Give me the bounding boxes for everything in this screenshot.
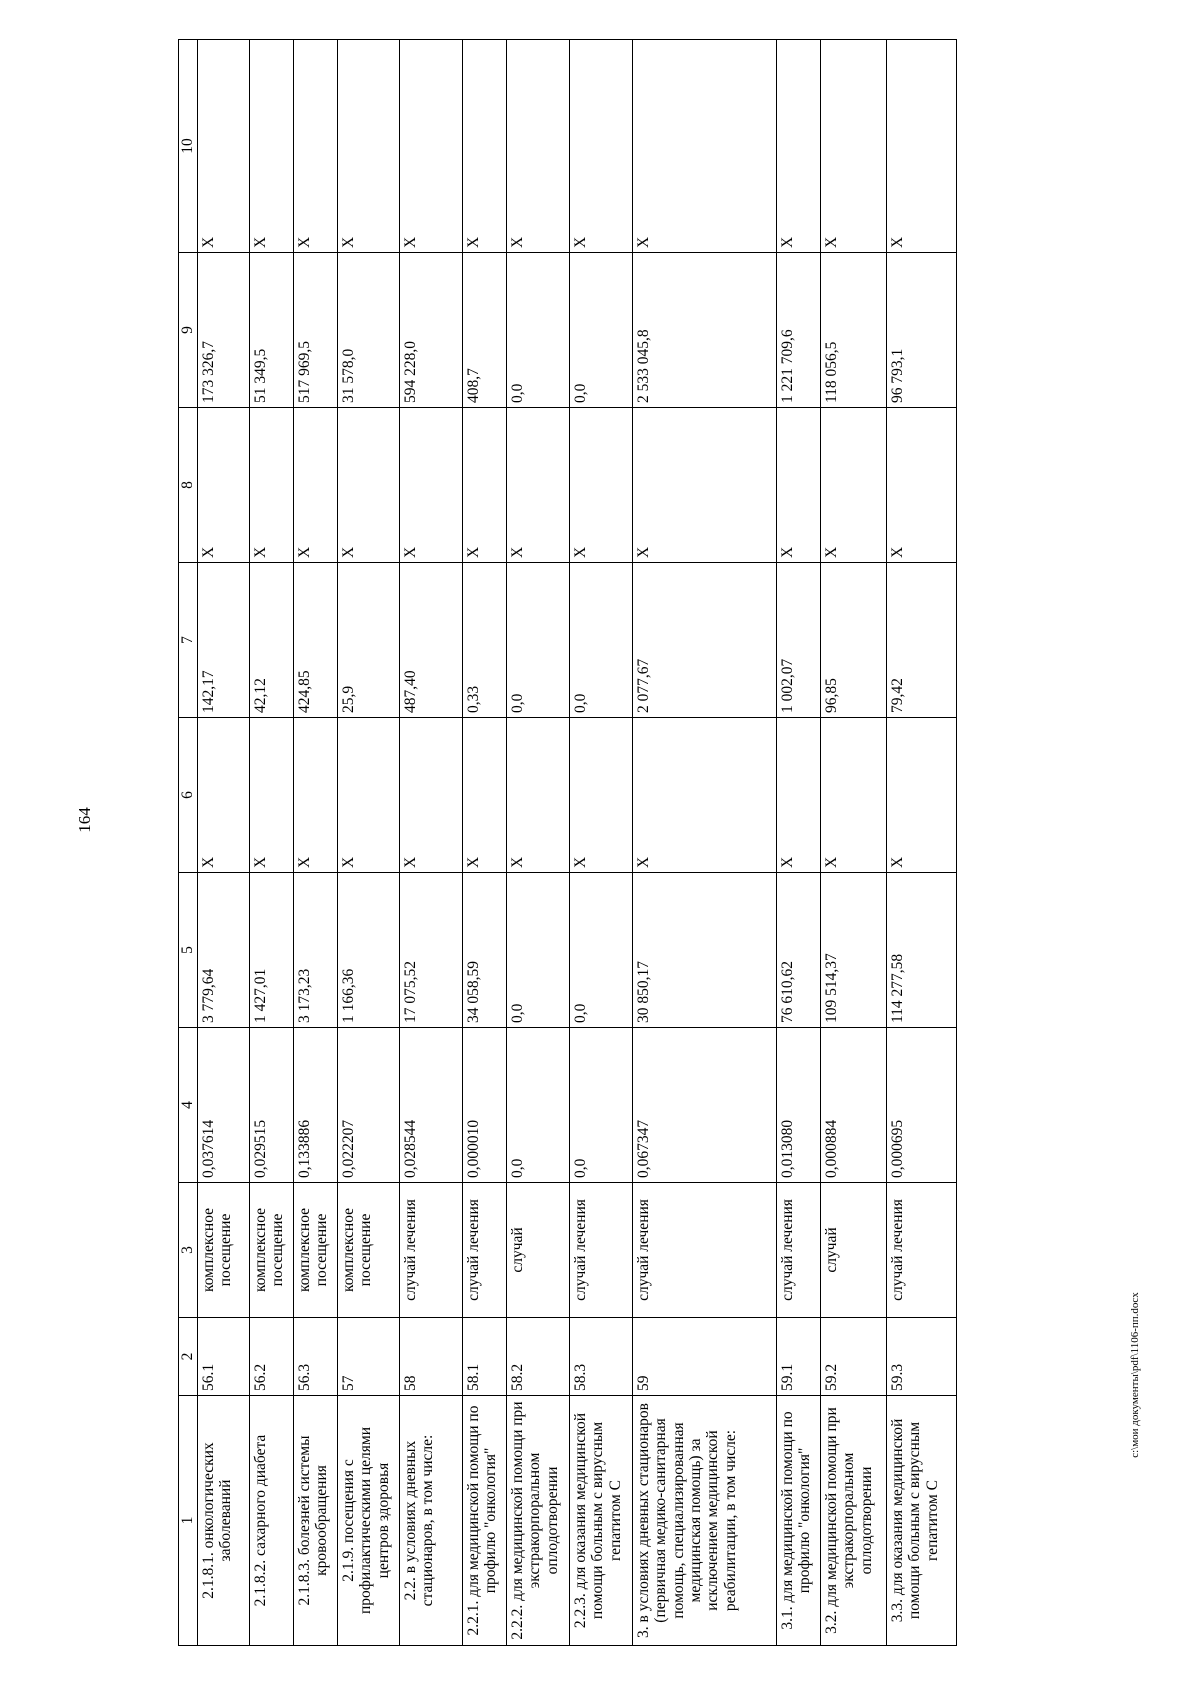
value-cell: Х xyxy=(250,408,294,563)
value-cell: 487,40 xyxy=(400,563,463,718)
value-cell: 0,013080 xyxy=(777,1028,821,1183)
row-name: 2.1.8.2. сахарного диабета xyxy=(250,1396,294,1646)
table-row xyxy=(250,40,294,1646)
value-cell: 408,7 xyxy=(463,253,507,408)
header-row xyxy=(179,40,198,1646)
value-cell: Х xyxy=(633,408,777,563)
value-cell: 142,17 xyxy=(198,563,250,718)
row-name: 2.2.3. для оказания медицинской помощи больным с вирусным гепатитом С xyxy=(570,1396,633,1646)
value-cell: Х xyxy=(338,40,400,253)
unit-cell: комплексное посещение xyxy=(250,1183,294,1318)
value-cell: 3 779,64 xyxy=(198,873,250,1028)
value-cell: 2 533 045,8 xyxy=(633,253,777,408)
rotated-table-frame xyxy=(178,40,1020,1646)
value-cell: Х xyxy=(294,408,338,563)
value-cell: Х xyxy=(463,40,507,253)
unit-cell: случай лечения xyxy=(633,1183,777,1318)
value-cell: Х xyxy=(400,40,463,253)
value-cell: 3 173,23 xyxy=(294,873,338,1028)
column-header: 4 xyxy=(179,1028,198,1183)
table-row xyxy=(570,40,633,1646)
value-cell: Х xyxy=(633,40,777,253)
value-cell: Х xyxy=(821,718,887,873)
value-cell: 118 056,5 xyxy=(821,253,887,408)
value-cell: 0,0 xyxy=(507,563,570,718)
unit-cell: случай xyxy=(507,1183,570,1318)
value-cell: 42,12 xyxy=(250,563,294,718)
value-cell: 96 793,1 xyxy=(887,253,957,408)
value-cell: 594 228,0 xyxy=(400,253,463,408)
row-code: 59.3 xyxy=(887,1318,957,1396)
value-cell: Х xyxy=(887,408,957,563)
value-cell: 0,0 xyxy=(507,1028,570,1183)
value-cell: Х xyxy=(198,408,250,563)
value-cell: 31 578,0 xyxy=(338,253,400,408)
value-cell: 51 349,5 xyxy=(250,253,294,408)
column-header: 9 xyxy=(179,253,198,408)
row-code: 58.3 xyxy=(570,1318,633,1396)
value-cell: 424,85 xyxy=(294,563,338,718)
row-code: 58.1 xyxy=(463,1318,507,1396)
table-container xyxy=(178,40,1020,1646)
value-cell: Х xyxy=(338,408,400,563)
row-code: 56.2 xyxy=(250,1318,294,1396)
value-cell: Х xyxy=(777,408,821,563)
value-cell: 17 075,52 xyxy=(400,873,463,1028)
table-row xyxy=(198,40,250,1646)
value-cell: 0,0 xyxy=(507,873,570,1028)
value-cell: 79,42 xyxy=(887,563,957,718)
row-code: 59.2 xyxy=(821,1318,887,1396)
value-cell: 517 969,5 xyxy=(294,253,338,408)
row-code: 58 xyxy=(400,1318,463,1396)
column-header: 7 xyxy=(179,563,198,718)
value-cell: Х xyxy=(633,718,777,873)
value-cell: 0,0 xyxy=(570,563,633,718)
value-cell: Х xyxy=(821,408,887,563)
row-code: 57 xyxy=(338,1318,400,1396)
unit-cell: случай xyxy=(821,1183,887,1318)
table-row xyxy=(507,40,570,1646)
table-row xyxy=(777,40,821,1646)
column-header: 1 xyxy=(179,1396,198,1646)
value-cell: Х xyxy=(198,718,250,873)
value-cell: 0,029515 xyxy=(250,1028,294,1183)
value-cell: Х xyxy=(777,40,821,253)
row-code: 56.1 xyxy=(198,1318,250,1396)
value-cell: 1 002,07 xyxy=(777,563,821,718)
value-cell: Х xyxy=(463,408,507,563)
unit-cell: случай лечения xyxy=(570,1183,633,1318)
value-cell: 25,9 xyxy=(338,563,400,718)
footer-file-path: c:\мои документы\pdf\1106-пп.docx xyxy=(1129,1292,1141,1458)
value-cell: Х xyxy=(821,40,887,253)
row-name: 3. в условиях дневных стационаров (первичная медико-санитарная помощь, специализированная медицинская помощь) за исключением медицинской реабилитации, в том числе: xyxy=(633,1396,777,1646)
unit-cell: комплексное посещение xyxy=(294,1183,338,1318)
column-header: 2 xyxy=(179,1318,198,1396)
table-row xyxy=(887,40,957,1646)
row-name: 2.1.9. посещения с профилактическими целями центров здоровья xyxy=(338,1396,400,1646)
row-name: 2.2. в условиях дневных стационаров, в том числе: xyxy=(400,1396,463,1646)
value-cell: 109 514,37 xyxy=(821,873,887,1028)
value-cell: Х xyxy=(570,408,633,563)
value-cell: Х xyxy=(887,40,957,253)
value-cell: 0,133886 xyxy=(294,1028,338,1183)
value-cell: Х xyxy=(294,40,338,253)
data-table xyxy=(178,39,957,1646)
table-row xyxy=(821,40,887,1646)
unit-cell: случай лечения xyxy=(887,1183,957,1318)
value-cell: 34 058,59 xyxy=(463,873,507,1028)
value-cell: Х xyxy=(250,40,294,253)
value-cell: Х xyxy=(507,40,570,253)
value-cell: 0,000695 xyxy=(887,1028,957,1183)
row-name: 2.1.8.3. болезней системы кровообращения xyxy=(294,1396,338,1646)
value-cell: Х xyxy=(507,408,570,563)
value-cell: 0,33 xyxy=(463,563,507,718)
value-cell: Х xyxy=(400,408,463,563)
value-cell: 0,000010 xyxy=(463,1028,507,1183)
value-cell: Х xyxy=(570,40,633,253)
value-cell: 0,037614 xyxy=(198,1028,250,1183)
value-cell: 0,0 xyxy=(507,253,570,408)
table-row xyxy=(294,40,338,1646)
unit-cell: комплексное посещение xyxy=(338,1183,400,1318)
value-cell: Х xyxy=(777,718,821,873)
value-cell: Х xyxy=(887,718,957,873)
row-code: 59 xyxy=(633,1318,777,1396)
value-cell: 30 850,17 xyxy=(633,873,777,1028)
value-cell: 0,0 xyxy=(570,253,633,408)
unit-cell: случай лечения xyxy=(463,1183,507,1318)
row-name: 3.2. для медицинской помощи при экстракорпоральном оплодотворении xyxy=(821,1396,887,1646)
row-name: 2.2.2. для медицинской помощи при экстракорпоральном оплодотворении xyxy=(507,1396,570,1646)
column-header: 10 xyxy=(179,40,198,253)
value-cell: Х xyxy=(198,40,250,253)
value-cell: 1 427,01 xyxy=(250,873,294,1028)
row-code: 59.1 xyxy=(777,1318,821,1396)
column-header: 3 xyxy=(179,1183,198,1318)
table-row xyxy=(400,40,463,1646)
value-cell: 0,022207 xyxy=(338,1028,400,1183)
value-cell: 0,067347 xyxy=(633,1028,777,1183)
table-row xyxy=(633,40,777,1646)
table-row xyxy=(463,40,507,1646)
value-cell: 114 277,58 xyxy=(887,873,957,1028)
row-name: 3.1. для медицинской помощи по профилю "онкология" xyxy=(777,1396,821,1646)
value-cell: 173 326,7 xyxy=(198,253,250,408)
value-cell: 96,85 xyxy=(821,563,887,718)
value-cell: 0,028544 xyxy=(400,1028,463,1183)
column-header: 5 xyxy=(179,873,198,1028)
unit-cell: комплексное посещение xyxy=(198,1183,250,1318)
row-code: 58.2 xyxy=(507,1318,570,1396)
page-number: 164 xyxy=(75,807,94,833)
value-cell: 1 221 709,6 xyxy=(777,253,821,408)
row-name: 2.2.1. для медицинской помощи по профилю "онкология" xyxy=(463,1396,507,1646)
row-code: 56.3 xyxy=(294,1318,338,1396)
table-row xyxy=(338,40,400,1646)
value-cell: Х xyxy=(294,718,338,873)
column-header: 8 xyxy=(179,408,198,563)
value-cell: 76 610,62 xyxy=(777,873,821,1028)
value-cell: 0,0 xyxy=(570,1028,633,1183)
column-header: 6 xyxy=(179,718,198,873)
value-cell: 0,0 xyxy=(570,873,633,1028)
value-cell: Х xyxy=(570,718,633,873)
value-cell: Х xyxy=(463,718,507,873)
unit-cell: случай лечения xyxy=(777,1183,821,1318)
value-cell: Х xyxy=(400,718,463,873)
unit-cell: случай лечения xyxy=(400,1183,463,1318)
value-cell: Х xyxy=(338,718,400,873)
value-cell: Х xyxy=(250,718,294,873)
value-cell: 1 166,36 xyxy=(338,873,400,1028)
row-name: 2.1.8.1. онкологических заболеваний xyxy=(198,1396,250,1646)
value-cell: 2 077,67 xyxy=(633,563,777,718)
row-name: 3.3. для оказания медицинской помощи больным с вирусным гепатитом С xyxy=(887,1396,957,1646)
value-cell: 0,000884 xyxy=(821,1028,887,1183)
value-cell: Х xyxy=(507,718,570,873)
